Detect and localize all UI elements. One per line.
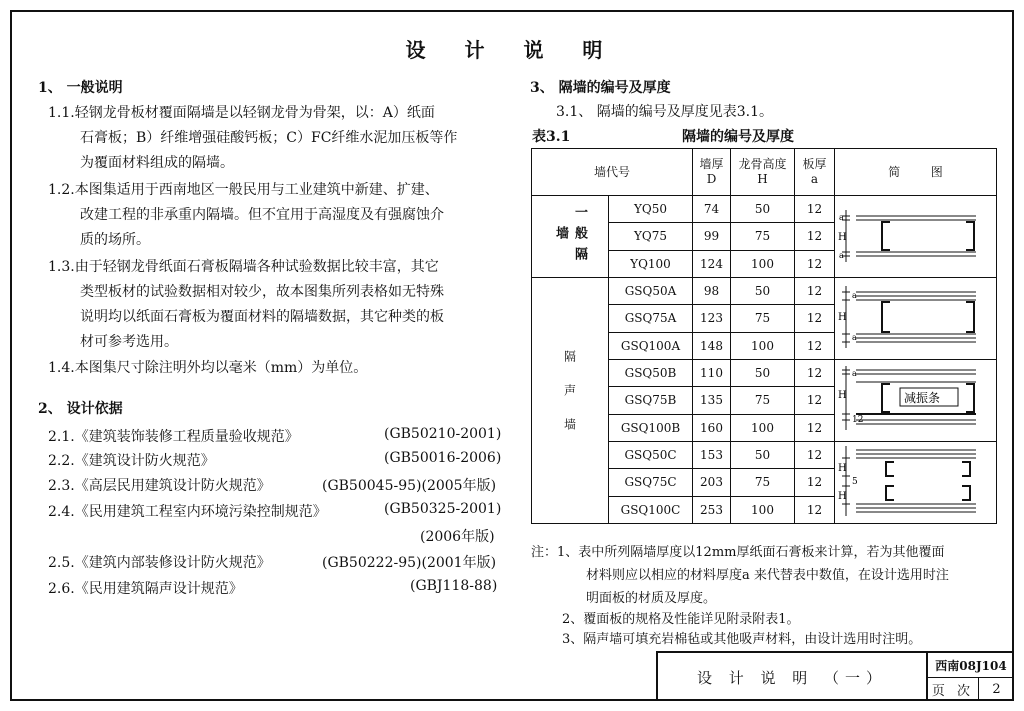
cell-code: GSQ75B (609, 387, 693, 414)
section-3-heading: 3、 隔墙的编号及厚度 (530, 80, 671, 96)
standard-code: (GB50325-2001) (384, 501, 502, 517)
standard-name: 2.1.《建筑装饰装修工程质量验收规范》 (48, 429, 299, 445)
sec1-line: 1.2.本图集适用于西南地区一般民用与工业建筑中新建、扩建、 (48, 182, 439, 198)
cell-h: 75 (731, 223, 795, 250)
table-row (532, 196, 997, 223)
cell-code: GSQ50C (609, 442, 693, 469)
section-3-intro: 3.1、 隔墙的编号及厚度见表3.1。 (556, 104, 773, 120)
dim-H: H (837, 232, 847, 243)
cell-h: 100 (731, 332, 795, 359)
cell-a: 12 (795, 414, 835, 441)
figure-single-keel (835, 196, 997, 278)
cell-code: GSQ100A (609, 332, 693, 359)
dim-H: H (837, 491, 847, 502)
page-label: 页 次 (928, 678, 979, 701)
table-row (532, 278, 997, 305)
group-label-soundproof: 隔声墙 (532, 278, 609, 524)
note-line: 明面板的材质及厚度。 (586, 591, 717, 606)
header-figure: 简 图 (835, 149, 997, 196)
dim-a: a (838, 251, 844, 260)
cell-code: YQ100 (609, 250, 693, 277)
dim-a: a (838, 213, 844, 222)
atlas-number: 西南08J104 (928, 653, 1014, 678)
double-board-figure (836, 278, 996, 356)
cell-d: 135 (693, 387, 731, 414)
dim-5: 5 (851, 477, 858, 487)
cell-h: 75 (731, 387, 795, 414)
standard-name: 2.2.《建筑设计防火规范》 (48, 453, 215, 469)
section-1-heading: 1、 一般说明 (38, 80, 123, 96)
cell-code: GSQ75A (609, 305, 693, 332)
standard-code: (GB50045-95)(2005年版) (322, 478, 497, 494)
cell-d: 148 (693, 332, 731, 359)
dim-H: H (837, 463, 847, 474)
header-code: 墙代号 (532, 149, 693, 196)
note-line: 材料则应以相应的材料厚度a 来代替表中数值，在设计选用时注 (586, 568, 949, 583)
standard-code: (GB50222-95)(2001年版) (322, 555, 497, 571)
sec1-line: 质的场所。 (80, 232, 150, 248)
standard-name: 2.3.《高层民用建筑设计防火规范》 (48, 478, 271, 494)
cell-h: 50 (731, 442, 795, 469)
cell-a: 12 (795, 496, 835, 523)
table-header-row (532, 149, 997, 196)
single-keel-figure (836, 196, 996, 274)
page-number: 2 (992, 682, 1001, 697)
sec1-line: 石膏板；B）纤维增强硅酸钙板；C）FC纤维水泥加压板等作 (80, 130, 458, 146)
cell-d: 74 (693, 196, 731, 223)
title-block (656, 651, 1014, 701)
figure-double-board (835, 278, 997, 360)
cell-h: 100 (731, 414, 795, 441)
cell-code: GSQ100C (609, 496, 693, 523)
cell-d: 203 (693, 469, 731, 496)
cell-a: 12 (795, 250, 835, 277)
cell-a: 12 (795, 278, 835, 305)
cell-code: YQ75 (609, 223, 693, 250)
standard-name: 2.5.《建筑内部装修设计防火规范》 (48, 555, 271, 571)
cell-d: 124 (693, 250, 731, 277)
cell-d: 253 (693, 496, 731, 523)
note-line: 3、隔声墙可填充岩棉毡或其他吸声材料，由设计选用时注明。 (562, 632, 922, 647)
damping-strip-label: 减振条 (903, 391, 940, 405)
cell-d: 98 (693, 278, 731, 305)
sec1-line: 1.1.轻钢龙骨板材覆面隔墙是以轻钢龙骨为骨架，以：A）纸面 (48, 105, 435, 121)
table-number: 表3.1 (532, 129, 571, 145)
wall-spec-table (531, 148, 997, 524)
cell-a: 12 (795, 387, 835, 414)
cell-code: GSQ50A (609, 278, 693, 305)
page-title: 设 计 说 明 (405, 38, 619, 62)
sec1-line: 类型板材的试验数据相对较少，故本图集所列表格如无特殊 (80, 284, 444, 300)
sec1-line: 为覆面材料组成的隔墙。 (80, 155, 234, 171)
table-title: 隔墙的编号及厚度 (682, 129, 794, 145)
figure-double-keel (835, 442, 997, 524)
cell-code: GSQ75C (609, 469, 693, 496)
cell-a: 12 (795, 442, 835, 469)
cell-d: 110 (693, 360, 731, 387)
dim-H: H (837, 390, 847, 401)
cell-h: 100 (731, 250, 795, 277)
group-label-general: 一般隔墙 (532, 196, 609, 278)
header-board: 板厚 a (795, 149, 835, 196)
sec1-line: 1.3.由于轻钢龙骨纸面石膏板隔墙各种试验数据比较丰富，其它 (48, 259, 439, 275)
dim-12: 12 (851, 415, 863, 425)
standard-code: (GB50016-2006) (384, 450, 502, 466)
sec1-line: 1.4.本图集尺寸除注明外均以毫米（mm）为单位。 (48, 360, 368, 376)
cell-h: 50 (731, 278, 795, 305)
dim-a: a (851, 369, 857, 378)
cell-d: 153 (693, 442, 731, 469)
cell-d: 99 (693, 223, 731, 250)
standard-code: (2006年版) (420, 529, 495, 545)
standard-code: (GB50210-2001) (384, 426, 502, 442)
sec1-line: 材可参考选用。 (80, 334, 178, 350)
cell-a: 12 (795, 469, 835, 496)
standard-code: (GBJ118-88) (410, 578, 498, 594)
cell-d: 160 (693, 414, 731, 441)
cell-h: 50 (731, 360, 795, 387)
figure-damping-strip (835, 360, 997, 442)
cell-code: YQ50 (609, 196, 693, 223)
sec1-line: 改建工程的非承重内隔墙。但不宜用于高湿度及有强腐蚀介 (80, 207, 444, 223)
cell-a: 12 (795, 196, 835, 223)
damping-strip-figure (836, 360, 996, 438)
section-2-heading: 2、 设计依据 (38, 401, 123, 417)
note-line: 注：1、表中所列隔墙厚度以12mm厚纸面石膏板来计算，若为其他覆面 (531, 545, 945, 560)
cell-a: 12 (795, 332, 835, 359)
standard-name: 2.4.《民用建筑工程室内环境污染控制规范》 (48, 504, 327, 520)
title-block-name: 设 计 说 明 （一） (658, 653, 928, 701)
sec1-line: 说明均以纸面石膏板为覆面材料的隔墙数据，其它种类的板 (80, 309, 444, 325)
cell-a: 12 (795, 223, 835, 250)
cell-code: GSQ50B (609, 360, 693, 387)
cell-a: 12 (795, 360, 835, 387)
cell-h: 50 (731, 196, 795, 223)
dim-a: a (851, 291, 857, 300)
header-thickness: 墙厚 D (693, 149, 731, 196)
cell-h: 75 (731, 305, 795, 332)
cell-h: 100 (731, 496, 795, 523)
header-keel-height: 龙骨高度 H (731, 149, 795, 196)
cell-code: GSQ100B (609, 414, 693, 441)
note-line: 2、覆面板的规格及性能详见附录附表1。 (562, 612, 800, 627)
cell-h: 75 (731, 469, 795, 496)
cell-d: 123 (693, 305, 731, 332)
dim-H: H (837, 312, 847, 323)
dim-a: a (851, 333, 857, 342)
double-keel-figure (836, 442, 996, 520)
standard-name: 2.6.《民用建筑隔声设计规范》 (48, 581, 243, 597)
cell-a: 12 (795, 305, 835, 332)
